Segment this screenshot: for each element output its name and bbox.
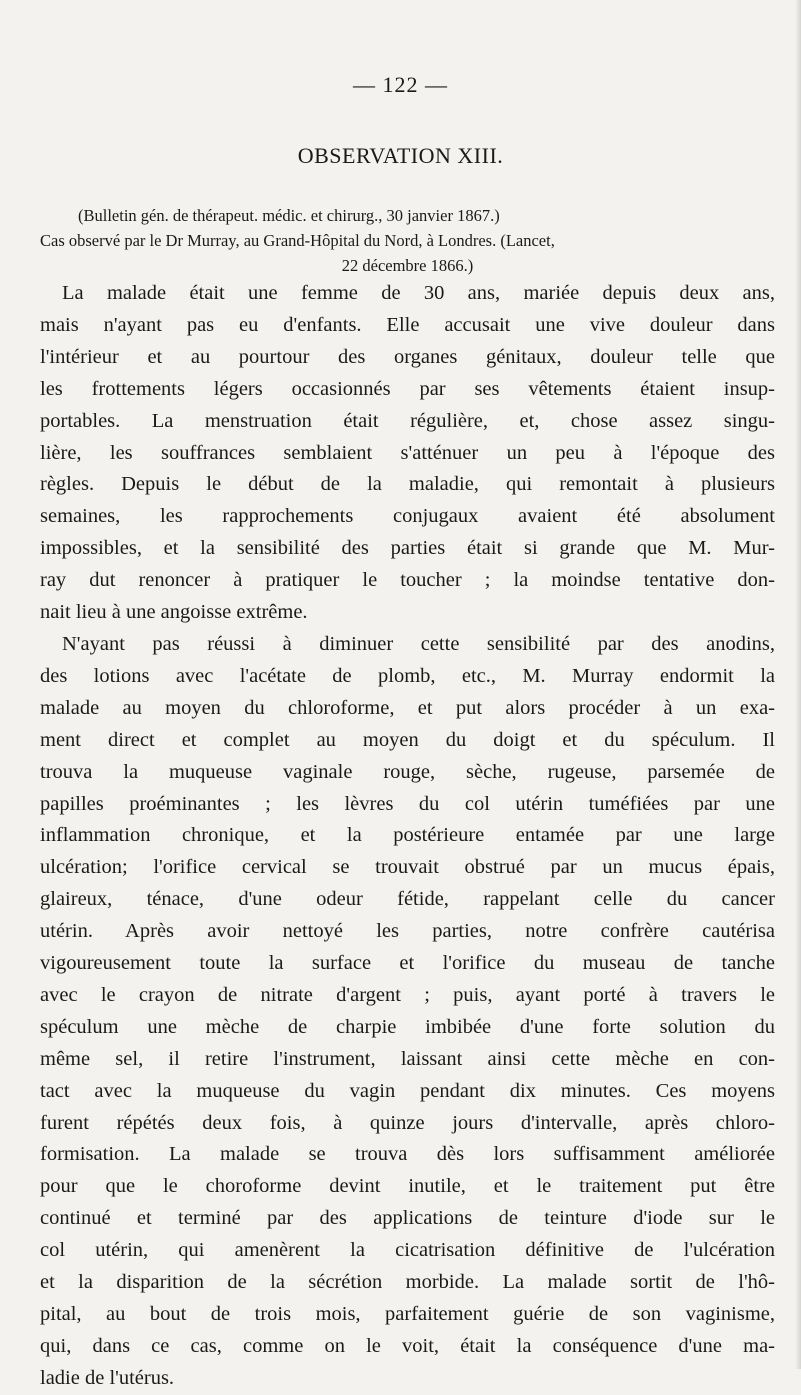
text-line: l'intérieur et au pourtour des organes génitaux, douleur telle que	[40, 345, 775, 368]
text-line: tact avec la muqueuse du vagin pendant dix minutes. Ces moyens	[40, 1079, 775, 1102]
text-line: malade au moyen du chloroforme, et put alors procéder à un exa-	[40, 696, 775, 719]
text-line: ladie de l'utérus.	[40, 1366, 175, 1389]
text-line: formisation. La malade se trouva dès lors suffisamment améliorée	[40, 1143, 775, 1166]
text-line: pour que le choroforme devint inutile, et le traitement put être	[40, 1175, 775, 1198]
text-line: semaines, les rapprochements conjugaux avaient été absolument	[40, 505, 775, 528]
body-text	[40, 278, 775, 1395]
text-line: les frottements légers occasionnés par ses vêtements étaient insup-	[40, 377, 775, 400]
text-line: furent répétés deux fois, à quinze jours d'intervalle, après chloro-	[40, 1111, 775, 1134]
text-line: mais n'ayant pas eu d'enfants. Elle accusait une vive douleur dans	[40, 313, 775, 336]
source-line: (Bulletin gén. de thérapeut. médic. et chirurg., 30 janvier 1867.)	[78, 206, 500, 225]
page-edge-shadow	[795, 0, 801, 1369]
source-line: Cas observé par le Dr Murray, au Grand-Hôpital du Nord, à Londres. (Lancet,	[40, 231, 555, 250]
text-line: pital, au bout de trois mois, parfaitement guérie de son vaginisme,	[40, 1303, 775, 1325]
text-line: et la disparition de la sécrétion morbide. La malade sortit de l'hô-	[40, 1271, 775, 1294]
text-line: spéculum une mèche de charpie imbibée d'une forte solution du	[40, 1015, 775, 1038]
text-line: papilles proéminantes ; les lèvres du col utérin tuméfiées par une	[40, 792, 775, 815]
text-line: La malade était une femme de 30 ans, mariée depuis deux ans,	[62, 282, 775, 304]
source-citation	[40, 203, 775, 278]
text-line: inflammation chronique, et la postérieure entamée par une large	[40, 824, 775, 847]
text-line: vigoureusement toute la surface et l'orifice du museau de tanche	[40, 952, 775, 975]
text-line: N'ayant pas réussi à diminuer cette sensibilité par des anodins,	[62, 632, 775, 655]
text-line: impossibles, et la sensibilité des parties était si grande que M. Mur-	[40, 537, 775, 560]
text-line: lière, les souffrances semblaient s'atténuer un peu à l'époque des	[40, 441, 775, 464]
text-line: nait lieu à une angoisse extrême.	[40, 601, 308, 624]
text-line: règles. Depuis le début de la maladie, qui remontait à plusieurs	[40, 473, 775, 496]
text-line: qui, dans ce cas, comme on le voit, était la conséquence d'une ma-	[40, 1334, 775, 1357]
text-line: portables. La menstruation était régulière, et, chose assez singu-	[40, 409, 775, 432]
text-line: même sel, il retire l'instrument, laissant ainsi cette mèche en con-	[40, 1047, 775, 1070]
text-line: utérin. Après avoir nettoyé les parties, notre confrère cautérisa	[40, 920, 775, 943]
text-line: col utérin, qui amenèrent la cicatrisation définitive de l'ulcération	[40, 1239, 775, 1262]
source-line: 22 décembre 1866.)	[341, 256, 474, 275]
page-number: — 122 —	[353, 72, 448, 97]
observation-title: OBSERVATION XIII.	[297, 143, 504, 168]
text-line: ulcération; l'orifice cervical se trouvait obstrué par un mucus épais,	[40, 856, 775, 879]
text-line: trouva la muqueuse vaginale rouge, sèche, rugeuse, parsemée de	[40, 760, 775, 783]
text-line: des lotions avec l'acétate de plomb, etc., M. Murray endormit la	[40, 664, 775, 687]
text-line: ment direct et complet au moyen du doigt et du spéculum. Il	[40, 728, 775, 751]
text-line: ray dut renoncer à pratiquer le toucher ; la moindse tentative don-	[40, 569, 775, 592]
text-line: continué et terminé par des applications de teinture d'iode sur le	[40, 1207, 775, 1230]
text-line: avec le crayon de nitrate d'argent ; puis, ayant porté à travers le	[40, 983, 775, 1006]
text-line: glaireux, ténace, d'une odeur fétide, rappelant celle du cancer	[40, 888, 775, 911]
